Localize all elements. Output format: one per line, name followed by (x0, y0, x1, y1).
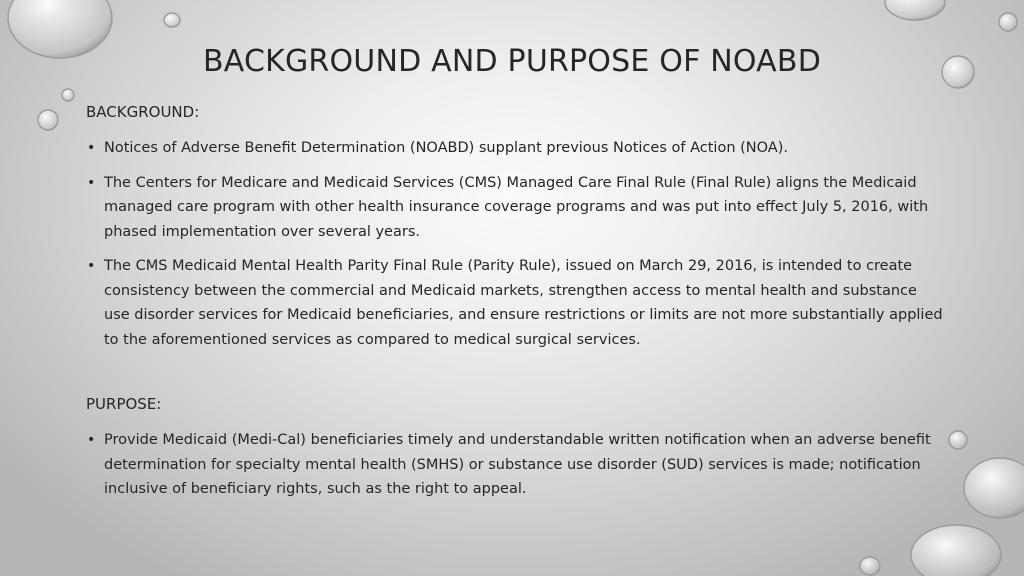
droplet (999, 13, 1017, 31)
background-bullet-1: • Notices of Adverse Benefit Determination (NOABD) supplant previous Notices of Action (NOA). (86, 136, 946, 161)
droplet (885, 0, 945, 20)
droplet (62, 89, 74, 101)
droplet (964, 458, 1024, 518)
slide-title: BACKGROUND AND PURPOSE OF NOABD (202, 44, 821, 79)
droplet (38, 110, 58, 130)
droplet (949, 431, 967, 449)
droplet (860, 557, 880, 575)
purpose-bullet-1: • Provide Medicaid (Medi-Cal) beneficiaries timely and understandable written notification when an adverse benefit determination for specialty mental health (SMHS) or substance use disorder (SUD) services is made; notification inclusive of beneficiary rights, such as the right to appeal. (86, 428, 946, 502)
background-bullet-2: • The Centers for Medicare and Medicaid Services (CMS) Managed Care Final Rule (Final Rule) aligns the Medicaid managed care program with other health insurance coverage programs and was put into effect July 5, 2016, with phased implementation over several years. (86, 171, 946, 245)
purpose-heading: PURPOSE: (86, 395, 162, 413)
droplet (911, 525, 1001, 576)
background-heading: BACKGROUND: (86, 103, 200, 121)
background-bullet-list (86, 136, 946, 352)
background-bullet-3: • The CMS Medicaid Mental Health Parity Final Rule (Parity Rule), issued on March 29, 2016, is intended to create consistency between the commercial and Medicaid markets, strengthen access to mental health and substance use disorder services for Medicaid beneficiaries, and ensure restrictions or limits are not more substantially applied to the aforementioned services as compared to medical surgical services. (86, 254, 946, 352)
droplet (164, 13, 180, 27)
purpose-bullet-list (86, 428, 946, 502)
slide-content (86, 100, 946, 512)
